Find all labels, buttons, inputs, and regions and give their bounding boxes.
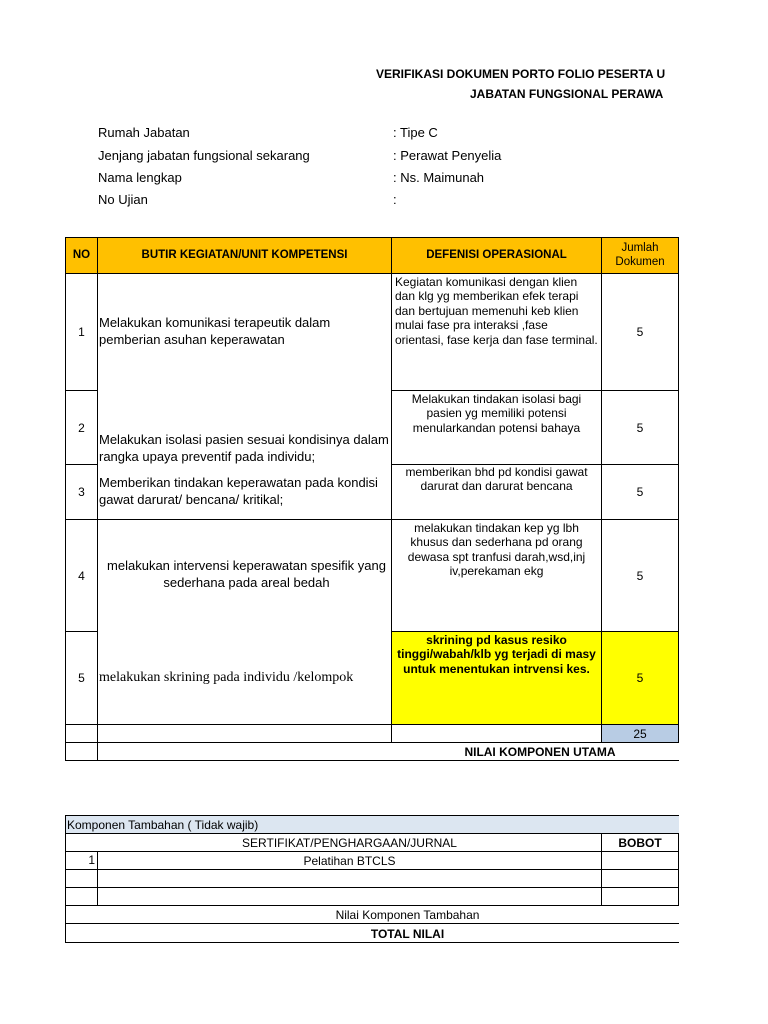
nilai-row-no xyxy=(65,742,98,761)
info-label-rumah-jabatan: Rumah Jabatan xyxy=(98,125,190,140)
butir-divider xyxy=(97,519,392,520)
row-3-no: 3 xyxy=(65,464,98,520)
bottom-row-2-item xyxy=(97,869,602,888)
row-5-defenisi: skrining pd kasus resiko tinggi/wabah/klb yg terjadi di masy untuk menentukan intrvensi kes. xyxy=(391,631,602,725)
row-1-butir: Melakukan komunikasi terapeutik dalam pemberian asuhan keperawatan xyxy=(99,315,331,347)
total-row-no xyxy=(65,724,98,743)
info-label-jenjang: Jenjang jabatan fungsional sekarang xyxy=(98,148,310,163)
header-jumlah: Jumlah Dokumen xyxy=(601,237,679,274)
header-no: NO xyxy=(65,237,98,274)
bottom-row-2-no xyxy=(65,869,98,888)
bobot-header: BOBOT xyxy=(601,833,679,852)
info-value-jenjang: : Perawat Penyelia xyxy=(393,148,502,163)
row-5-butir: melakukan skrining pada individu /kelompok xyxy=(99,670,354,685)
header-defenisi: DEFENISI OPERASIONAL xyxy=(391,237,602,274)
row-5-no: 5 xyxy=(65,631,98,725)
row-2-butir: Melakukan isolasi pasien sesuai kondisinya dalam rangka upaya preventif pada individu; xyxy=(99,432,389,464)
row-4-jumlah: 5 xyxy=(601,519,679,632)
document-title-line2: JABATAN FUNGSIONAL PERAWA xyxy=(470,87,664,101)
bottom-row-3-bobot xyxy=(601,887,679,906)
nilai-komponen-utama-label: NILAI KOMPONEN UTAMA xyxy=(464,745,616,759)
info-value-rumah-jabatan: : Tipe C xyxy=(393,125,438,140)
sertifikat-header: SERTIFIKAT/PENGHARGAAN/JURNAL xyxy=(242,836,457,850)
bottom-row-3-item xyxy=(97,887,602,906)
bottom-row-1-bobot xyxy=(601,851,679,870)
info-value-nama: : Ns. Maimunah xyxy=(393,170,485,185)
row-4-butir: melakukan intervensi keperawatan spesifik yang sederhana pada areal bedah xyxy=(107,558,386,590)
row-1-no: 1 xyxy=(65,273,98,391)
bottom-row-1-no: 1 xyxy=(65,851,98,870)
row-4-defenisi: melakukan tindakan kep yg lbh khusus dan sederhana pd orang dewasa spt tranfusi darah,wsd,inj iv,perekaman ekg xyxy=(391,519,602,632)
info-value-no-ujian: : xyxy=(393,192,397,207)
bottom-row-1-item: Pelatihan BTCLS xyxy=(303,854,396,868)
total-jumlah: 25 xyxy=(601,724,679,743)
row-2-jumlah: 5 xyxy=(601,390,679,465)
row-2-defenisi: Melakukan tindakan isolasi bagi pasien yg memiliki potensi menularkandan potensi bahaya xyxy=(391,390,602,465)
row-2-no: 2 xyxy=(65,390,98,465)
row-3-defenisi: memberikan bhd pd kondisi gawat darurat dan darurat bencana xyxy=(391,464,602,520)
document-title-line1: VERIFIKASI DOKUMEN PORTO FOLIO PESERTA U xyxy=(376,67,666,81)
nilai-row-divider xyxy=(97,742,98,761)
header-butir: BUTIR KEGIATAN/UNIT KOMPETENSI xyxy=(97,237,392,274)
total-nilai-label: TOTAL NILAI xyxy=(370,927,445,941)
bottom-row-2-bobot xyxy=(601,869,679,888)
total-row-butir xyxy=(97,724,392,743)
row-4-no: 4 xyxy=(65,519,98,632)
row-1-jumlah: 5 xyxy=(601,273,679,391)
info-label-nama: Nama lengkap xyxy=(98,170,182,185)
total-row-defenisi xyxy=(391,724,602,743)
bottom-row-3-no xyxy=(65,887,98,906)
row-5-jumlah: 5 xyxy=(601,631,679,725)
row-3-jumlah: 5 xyxy=(601,464,679,520)
komponen-tambahan-title: Komponen Tambahan ( Tidak wajib) xyxy=(65,815,679,834)
row-3-butir: Memberikan tindakan keperawatan pada kondisi gawat darurat/ bencana/ kritikal; xyxy=(99,475,378,507)
info-label-no-ujian: No Ujian xyxy=(98,192,148,207)
nilai-komponen-tambahan-label: Nilai Komponen Tambahan xyxy=(335,908,480,922)
row-1-defenisi: Kegiatan komunikasi dengan klien dan klg yg memberikan efek terapi dan bertujuan memenuhi keb klien mulai fase pra interaksi ,fase orientasi, fase kerja dan fase terminal. xyxy=(391,273,602,391)
